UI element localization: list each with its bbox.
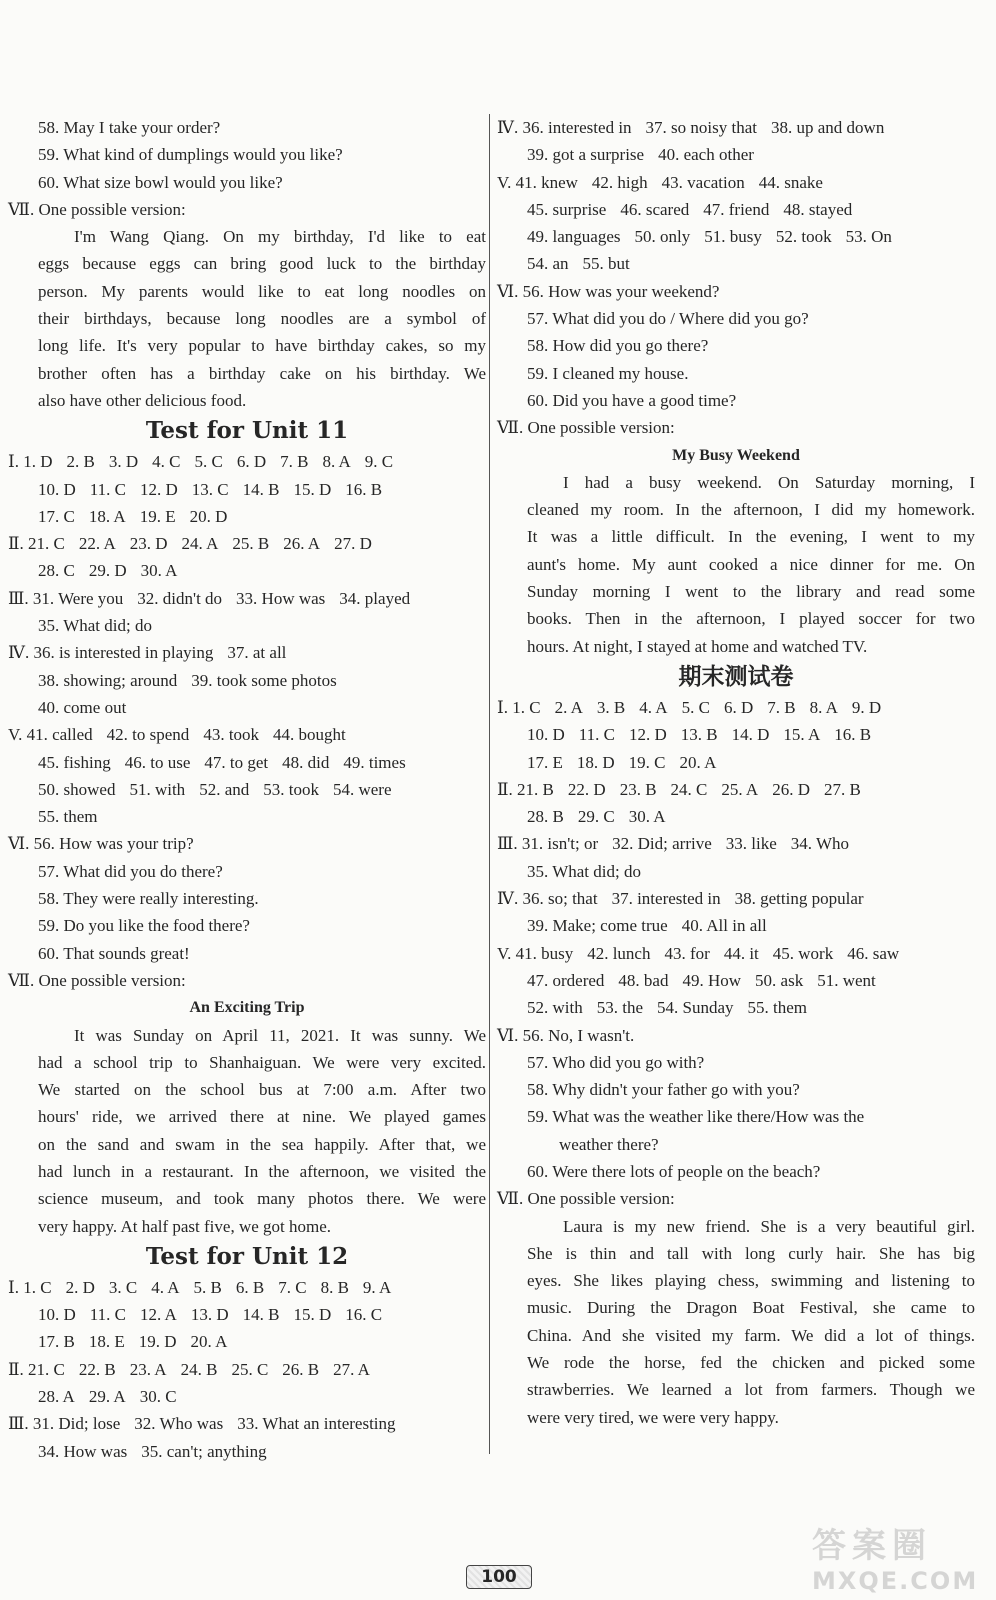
answer: 28. A xyxy=(38,1387,75,1407)
answer: 9. D xyxy=(851,697,882,717)
answer: 38. showing; around xyxy=(38,670,178,690)
answer: 2. B xyxy=(66,452,95,472)
answer: 52. took xyxy=(775,227,832,247)
answer: 6. D xyxy=(723,697,754,717)
answer: 58. Why didn't your father go with you? xyxy=(527,1080,800,1100)
answer: 29. D xyxy=(88,561,127,581)
essay-title: An Exciting Trip xyxy=(189,999,305,1017)
answer: 2. A xyxy=(554,697,583,717)
answer: 13. B xyxy=(680,725,718,745)
essay-line: on the sand and swam in the sea happily. After that, we xyxy=(38,1134,486,1154)
answer: 2. D xyxy=(65,1277,95,1297)
answer: 11. C xyxy=(89,1305,126,1325)
answer: 40. come out xyxy=(38,697,127,717)
essay-line: cleaned my room. In the afternoon, I did my homework. xyxy=(527,500,975,520)
answer: 44. it xyxy=(723,943,759,963)
answer: 57. What did you do there? xyxy=(38,861,223,881)
answer: 7. B xyxy=(767,697,796,717)
answer: 23. B xyxy=(619,779,657,799)
answer: 54. an xyxy=(527,254,569,274)
answer: 29. A xyxy=(88,1387,126,1407)
answer: 14. B xyxy=(242,479,280,499)
answer: 51. with xyxy=(129,779,186,799)
answer: 53. On xyxy=(845,227,892,247)
answer: 23. D xyxy=(129,534,168,554)
answer: 8. B xyxy=(320,1277,349,1297)
essay-line: eggs because eggs can bring good luck to the birthday xyxy=(38,254,486,274)
answer: 51. went xyxy=(817,970,876,990)
answer: 57. What did you do / Where did you go? xyxy=(527,309,809,329)
answer: 38. up and down xyxy=(771,118,885,137)
answer: 44. snake xyxy=(758,172,823,192)
unit-12-title: Test for Unit 12 xyxy=(145,1242,349,1270)
answer: 7. C xyxy=(278,1277,307,1297)
essay-line: books. Then in the afternoon, I played soccer for two xyxy=(527,609,975,629)
answer: 11. C xyxy=(578,725,615,745)
answer: 19. C xyxy=(628,752,666,772)
answer: 45. fishing xyxy=(38,752,111,772)
answer: 16. B xyxy=(834,725,872,745)
answer: 35. What did; do xyxy=(38,616,152,636)
answer: 49. times xyxy=(343,752,406,772)
answer: 24. A xyxy=(181,534,219,554)
answer: 27. A xyxy=(333,1359,370,1379)
answer: 54. were xyxy=(332,779,392,799)
final-exam-title: 期末测试卷 xyxy=(678,662,794,690)
answer: 15. A xyxy=(783,725,821,745)
answer: 43. vacation xyxy=(661,172,745,192)
answer: 22. D xyxy=(567,779,606,799)
answer: 33. How was xyxy=(236,588,326,608)
answer: Ⅱ. 21. B xyxy=(497,779,554,799)
answer: 55. them xyxy=(747,998,808,1018)
answer: 55. but xyxy=(582,254,630,274)
answer: 28. B xyxy=(527,807,564,827)
essay-line: brother often has a birthday cake on his birthday. We xyxy=(38,363,486,383)
column-divider xyxy=(489,114,490,1454)
answer: 4. A xyxy=(151,1277,180,1297)
essay-line: Sunday morning I went to the library and read some xyxy=(527,582,975,602)
answer: 20. A xyxy=(679,752,717,772)
answer: 58. They were really interesting. xyxy=(38,889,259,909)
answer: 26. A xyxy=(283,534,321,554)
answer: Ⅰ. 1. C xyxy=(497,697,541,717)
answer: 25. B xyxy=(232,534,270,554)
essay-line: I had a busy weekend. On Saturday morning, I xyxy=(563,472,975,492)
answer: 35. What did; do xyxy=(527,861,641,881)
answer: 50. ask xyxy=(755,970,804,990)
section-label: Ⅶ. One possible version: xyxy=(497,1189,675,1209)
answer: 40. All in all xyxy=(681,916,767,936)
answer: 52. and xyxy=(199,779,250,799)
answer: 42. lunch xyxy=(587,943,651,963)
answer: 30. C xyxy=(139,1387,177,1407)
essay-exciting-trip xyxy=(8,1022,486,1240)
answer: 47. to get xyxy=(204,752,269,772)
essay-line: strawberries. We learned a lot from farmers. Though we xyxy=(527,1380,975,1400)
answer: Ⅳ. 36. interested in xyxy=(497,118,632,137)
answer: 42. high xyxy=(591,172,648,192)
answer: 34. played xyxy=(339,588,411,608)
answer: 12. D xyxy=(140,479,178,499)
answer: weather there? xyxy=(559,1134,659,1154)
essay-line: science museum, and took many photos there. We were xyxy=(38,1189,486,1209)
answer: 44. bought xyxy=(273,725,346,745)
answer: Ⅵ. 56. No, I wasn't. xyxy=(497,1025,635,1045)
answer: V. 41. knew xyxy=(497,172,578,192)
essay-line: their birthdays, because long noodles are a symbol of xyxy=(38,309,486,329)
answer: 11. C xyxy=(89,479,126,499)
answer: 30. A xyxy=(140,561,178,581)
answer: 49. languages xyxy=(527,227,621,247)
answer: 43. took xyxy=(203,725,260,745)
answer-line: 59. What kind of dumplings would you like? xyxy=(38,145,343,165)
answer: 17. C xyxy=(38,506,75,526)
answer: 37. interested in xyxy=(611,889,721,909)
answer: 17. B xyxy=(38,1332,75,1352)
answer: 27. B xyxy=(824,779,861,799)
answer: 6. B xyxy=(235,1277,265,1297)
answer: 14. B xyxy=(242,1305,280,1325)
essay-line: Laura is my new friend. She is a very beautiful girl. xyxy=(563,1216,975,1236)
answer-line: 58. May I take your order? xyxy=(38,118,221,137)
left-column xyxy=(8,114,486,1465)
essay-line: It was Sunday on April 11, 2021. It was sunny. We xyxy=(74,1025,486,1045)
answer: 53. the xyxy=(596,998,644,1018)
essay-line: music. During the Dragon Boat Festival, she came to xyxy=(527,1298,975,1318)
answer: 59. What was the weather like there/How was the xyxy=(527,1107,865,1127)
essay-line: It was a little difficult. In the evening, I went to my xyxy=(527,527,975,547)
answer: 16. B xyxy=(345,479,383,499)
page-number: 100 xyxy=(466,1565,532,1589)
answer: 47. ordered xyxy=(527,970,605,990)
answer-line: 60. What size bowl would you like? xyxy=(38,172,283,192)
essay-line: also have other delicious food. xyxy=(38,390,247,410)
answer: 38. getting popular xyxy=(734,889,864,909)
answer: 8. A xyxy=(809,697,838,717)
answer: 25. C xyxy=(231,1359,269,1379)
answer: 28. C xyxy=(38,561,75,581)
answer: 46. to use xyxy=(124,752,191,772)
essay-line: long life. It's very popular to have birthday cakes, so my xyxy=(38,336,486,356)
essay-line: very happy. At half past five, we got home. xyxy=(38,1216,332,1236)
answer: Ⅲ. 31. isn't; or xyxy=(497,834,599,854)
answer: 13. C xyxy=(191,479,229,499)
answer: 54. Sunday xyxy=(657,998,734,1018)
answer: 20. A xyxy=(190,1332,228,1352)
answer: 57. Who did you go with? xyxy=(527,1052,705,1072)
essay-line: I'm Wang Qiang. On my birthday, I'd like to eat xyxy=(74,227,486,247)
answer: 18. A xyxy=(88,506,126,526)
answer: 40. each other xyxy=(658,145,754,165)
answer: 10. D xyxy=(527,725,565,745)
essay-line: person. My parents would like to eat long noodles on xyxy=(38,281,486,301)
essay-line: had a school trip to Shanhaiguan. We were very excited. xyxy=(38,1052,486,1072)
answer: 25. A xyxy=(721,779,759,799)
answer: V. 41. called xyxy=(8,725,93,745)
answer: Ⅰ. 1. D xyxy=(8,452,53,472)
answer: 58. How did you go there? xyxy=(527,336,709,356)
unit-12-answers xyxy=(8,1274,486,1465)
section-label: Ⅶ. One possible version: xyxy=(497,418,675,438)
answer: 32. Who was xyxy=(134,1414,224,1434)
essay-busy-weekend xyxy=(497,469,975,660)
answer: 52. with xyxy=(527,998,583,1018)
answer: 9. C xyxy=(364,452,394,472)
answer: 39. Make; come true xyxy=(527,916,668,936)
answer: 48. bad xyxy=(618,970,669,990)
answer: 48. stayed xyxy=(783,199,853,219)
answer: 12. D xyxy=(629,725,667,745)
answer: Ⅲ. 31. Did; lose xyxy=(8,1414,121,1434)
answer: 26. B xyxy=(282,1359,320,1379)
answer: 4. C xyxy=(152,452,181,472)
essay-birthday xyxy=(8,223,486,414)
answer: 32. didn't do xyxy=(137,588,223,608)
essay-line: We rode the horse, fed the chicken and picked some xyxy=(527,1353,975,1373)
answer: Ⅰ. 1. C xyxy=(8,1277,52,1297)
answer: 5. C xyxy=(681,697,710,717)
final-exam-answers xyxy=(497,694,975,1213)
answer: 60. Did you have a good time? xyxy=(527,390,737,410)
answer: 48. did xyxy=(282,752,330,772)
answer: 35. can't; anything xyxy=(141,1441,267,1461)
answer: 12. A xyxy=(140,1305,177,1325)
answer: 19. D xyxy=(138,1332,177,1352)
answer: 22. A xyxy=(78,534,116,554)
essay-laura xyxy=(497,1213,975,1431)
answer: 33. like xyxy=(725,834,777,854)
unit-11-title: Test for Unit 11 xyxy=(145,417,349,445)
answer: Ⅱ. 21. C xyxy=(8,1359,65,1379)
answer: 29. C xyxy=(577,807,615,827)
essay-line: hours. At night, I stayed at home and watched TV. xyxy=(527,636,868,656)
answer: 7. B xyxy=(280,452,309,472)
unit-12-answers-continued xyxy=(497,114,975,442)
answer: 13. D xyxy=(190,1305,229,1325)
answer: 50. showed xyxy=(38,779,116,799)
answer: 3. B xyxy=(596,697,626,717)
answer: 14. D xyxy=(731,725,770,745)
essay-line: We started on the school bus at 7:00 a.m. After two xyxy=(38,1080,486,1100)
answer: 16. C xyxy=(345,1305,383,1325)
answer: 3. D xyxy=(108,452,139,472)
essay-title: My Busy Weekend xyxy=(672,446,800,464)
answer: 47. friend xyxy=(703,199,770,219)
answer: 34. Who xyxy=(790,834,850,854)
answer: 59. Do you like the food there? xyxy=(38,916,250,936)
answer: 43. for xyxy=(664,943,710,963)
answer: 34. How was xyxy=(38,1441,128,1461)
answer: 30. A xyxy=(628,807,666,827)
essay-line: China. And she visited my farm. We did a lot of things. xyxy=(527,1325,975,1345)
answer: 20. D xyxy=(189,506,228,526)
answer: 10. D xyxy=(38,1305,76,1325)
answer: 37. at all xyxy=(227,643,287,663)
answer: 24. B xyxy=(180,1359,218,1379)
answer: Ⅱ. 21. C xyxy=(8,534,65,554)
answer: 39. got a surprise xyxy=(527,145,645,165)
answer: 60. Were there lots of people on the beach? xyxy=(527,1161,821,1181)
answer: 45. surprise xyxy=(527,199,607,219)
answer: 27. D xyxy=(334,534,372,554)
answer: 39. took some photos xyxy=(191,670,337,690)
answer: 37. so noisy that xyxy=(645,118,757,137)
answer: 3. C xyxy=(108,1277,138,1297)
answer: 19. E xyxy=(139,506,176,526)
answer: 49. How xyxy=(682,970,742,990)
answer: 32. Did; arrive xyxy=(612,834,712,854)
section-label: Ⅶ. One possible version: xyxy=(8,970,186,990)
answer: 18. E xyxy=(88,1332,125,1352)
answer: 22. B xyxy=(78,1359,116,1379)
answer: 33. What an interesting xyxy=(237,1414,396,1434)
answer: 50. only xyxy=(634,227,691,247)
answer: 46. scared xyxy=(620,199,690,219)
answer: Ⅵ. 56. How was your trip? xyxy=(8,834,194,854)
essay-line: had lunch in a restaurant. In the afternoon, we visited the xyxy=(38,1161,486,1181)
answer: 42. to spend xyxy=(106,725,190,745)
watermark-url: MXQE.COM xyxy=(812,1567,979,1595)
answer: 46. saw xyxy=(847,943,900,963)
right-column xyxy=(497,114,975,1431)
answer: 55. them xyxy=(38,807,98,827)
answer: 26. D xyxy=(772,779,810,799)
answer: 18. D xyxy=(576,752,615,772)
essay-line: She is thin and tall with long curly hair. She has big xyxy=(527,1243,975,1263)
answer: Ⅲ. 31. Were you xyxy=(8,588,124,608)
essay-line: hours' ride, we arrived there at nine. We played games xyxy=(38,1107,486,1127)
answer: 5. B xyxy=(193,1277,222,1297)
essay-line: eyes. She likes playing chess, swimming and listening to xyxy=(527,1271,975,1291)
essay-line: were very tired, we were very happy. xyxy=(527,1407,779,1427)
answer: 10. D xyxy=(38,479,76,499)
answer: 59. I cleaned my house. xyxy=(527,363,689,383)
watermark-text: 答案圈 xyxy=(812,1526,932,1566)
answer: 51. busy xyxy=(704,227,762,247)
answer: 15. D xyxy=(293,1305,332,1325)
answer: 6. D xyxy=(236,452,267,472)
answer: 4. A xyxy=(639,697,668,717)
essay-line: aunt's home. My aunt cooked a nice dinner for me. On xyxy=(527,554,975,574)
answer: 8. A xyxy=(322,452,351,472)
answer: V. 41. busy xyxy=(497,943,574,963)
answer: 17. E xyxy=(527,752,563,772)
answer: Ⅳ. 36. is interested in playing xyxy=(8,643,214,663)
answer: 24. C xyxy=(670,779,708,799)
answer: 23. A xyxy=(129,1359,167,1379)
answer: 5. C xyxy=(194,452,223,472)
answer: Ⅵ. 56. How was your weekend? xyxy=(497,281,720,301)
watermark-logo xyxy=(812,1518,982,1595)
answer: 15. D xyxy=(293,479,332,499)
answer: 53. took xyxy=(263,779,319,799)
answer: Ⅳ. 36. so; that xyxy=(497,889,598,909)
section-label: Ⅶ. One possible version: xyxy=(8,199,186,219)
answer: 9. A xyxy=(362,1277,392,1297)
unit-11-answers xyxy=(8,448,486,994)
answer: 60. That sounds great! xyxy=(38,943,190,963)
answer: 45. work xyxy=(772,943,834,963)
